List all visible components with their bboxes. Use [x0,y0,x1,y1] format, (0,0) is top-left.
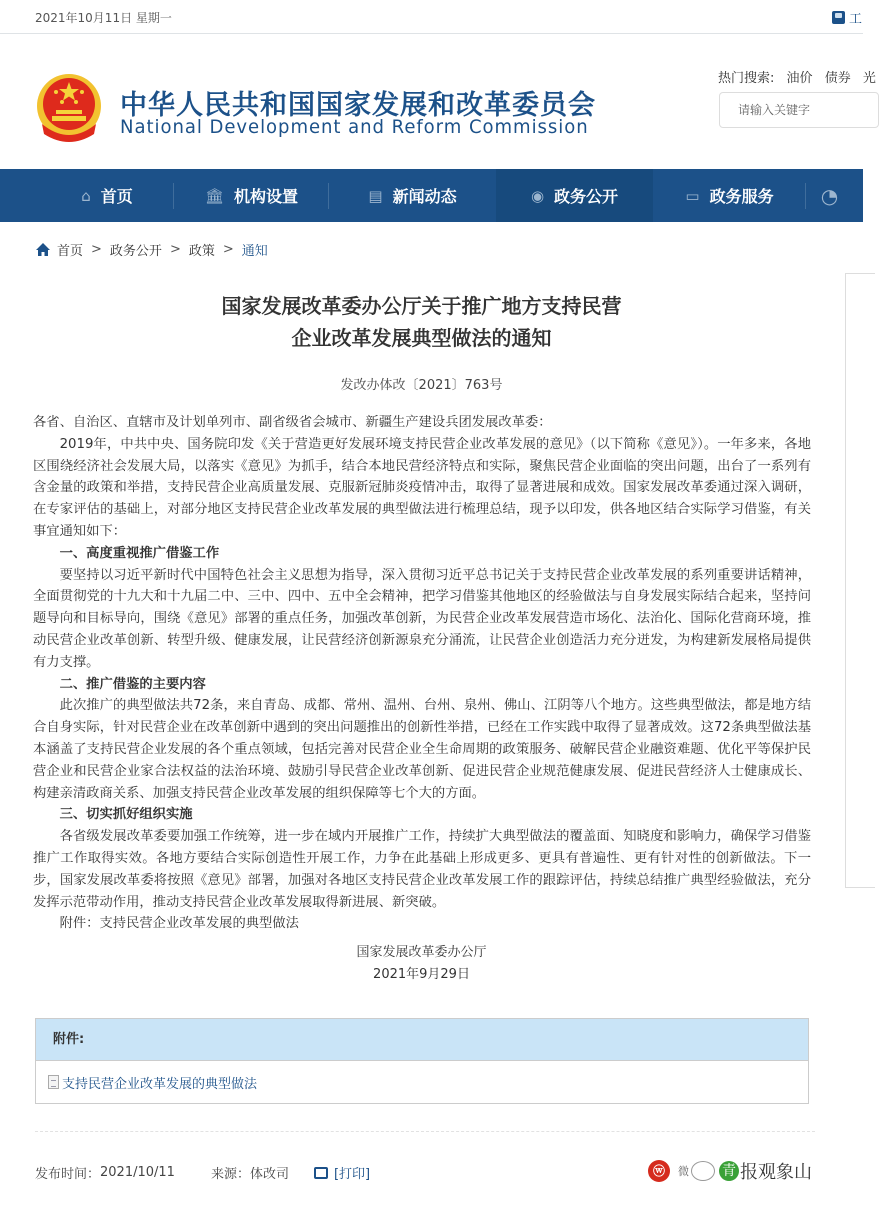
article-title-line1: 国家发展改革委办公厅关于推广地方支持民营 [221,294,622,318]
section-heading: 二、推广借鉴的主要内容 [59,676,206,692]
attachments-header: 附件: [36,1019,808,1061]
breadcrumb-separator: > [169,242,181,257]
document-icon: ▭ [685,186,700,205]
weibo-label: 微 [678,1165,689,1178]
breadcrumb-policy[interactable]: 政策 [188,244,215,259]
top-bar [0,0,863,34]
hot-search-term[interactable]: 光 [862,71,876,86]
document-number: 发改办体改〔2021〕763号 [340,378,503,393]
hot-search-label: 热门搜索: [718,71,775,86]
national-emblem-logo[interactable] [34,72,104,144]
publish-date: 2021/10/11 [100,1165,175,1180]
article-paragraph: 此次推广的典型做法共72条，来自青岛、成都、常州、温州、台州、泉州、佛山、江阴等八个地方。这些典型做法，都是地方结合自身实际，针对民营企业在改革创新中遇到的突出问题推出的创新性举措，已经在工作实践中取得了显著成效。这72条典型做法基本涵盖了支持民营企业发展的各个重点领域，包括完善对民营企业全生命周期的政策服务、破解民营企业融资难题、优化平等保护民营企业和民营企业家合法权益的法治环境、鼓励引导民营企业改革创新、促进民营企业规范健康发展、促进民营经济人士健康成长、构建亲清政商关系、加强支持民营企业改革发展的组织保障等七个大的方面。 [33,698,811,801]
top-tool-link[interactable] [832,8,862,27]
breadcrumb-separator: > [91,242,102,257]
wechat-icon[interactable] [691,1161,715,1181]
watermark-text: 报观象山 [740,1162,812,1183]
home-icon [35,242,51,257]
article-paragraph: 要坚持以习近平新时代中国特色社会主义思想为指导，深入贯彻习近平总书记关于支持民营企业改革发展的系列重要讲话精神，全面贯彻党的十九大和十九届二中、三中、四中、五中全会精神，把学习借鉴其他地区的经验做法与自身发展实际结合起来，坚持问题导向和目标导向，围绕《意见》部署的重点任务，加强改革创新，为民营企业改革发展营造市场化、法治化、国际化营商环境，推动民营企业改革创新、转型升级、健康发展，让民营经济创新源泉充分涌流，让民营企业创造活力充分迸发，为构建新发展格局提供有力支撑。 [33,567,811,670]
article-title-line2: 企业改革发展典型做法的通知 [291,326,552,350]
attachment-link[interactable] [36,1061,808,1103]
breadcrumb [35,240,268,259]
breadcrumb-separator: > [222,242,234,257]
share-bar [648,1158,812,1184]
pie-chart-icon: ◔ [820,183,839,208]
print-label: [打印] [333,1167,371,1182]
home-icon: ⌂ [81,186,91,205]
attachment-note: 附件：支持民营企业改革发展的典型做法 [59,916,299,932]
breadcrumb-notice[interactable]: 通知 [241,244,268,259]
signature-date: 2021年9月29日 [373,967,470,982]
emblem-small-star [60,100,64,104]
hot-search-term[interactable]: 债券 [824,71,851,86]
mail-icon [832,11,845,24]
emblem-small-star [54,90,58,94]
institution-icon: 🏛 [204,186,225,205]
nav-item-government-affairs[interactable] [496,169,653,222]
nav-item-news[interactable] [329,169,496,222]
news-icon: ▤ [368,186,383,205]
nav-item-services[interactable] [653,169,806,222]
attachments-box [35,1018,809,1104]
article-paragraph: 各省级发展改革委要加强工作统筹，进一步在域内开展推广工作，持续扩大典型做法的覆盖面、知晓度和影响力，确保学习借鉴推广工作取得实效。各地方要结合实际创造性开展工作，力争在此基础上形成更多、更具有普遍性、更有针对性的创新做法。下一步，国家发展改革委将按照《意见》部署，加强对各地区支持民营企业改革发展工作的跟踪评估，持续总结推广典型经验做法，充分发挥示范带动作用，推动支持民营企业改革发展取得新进展、新突破。 [33,829,811,910]
emblem-small-star [80,90,84,94]
nav-label: 首页 [100,187,133,206]
nav-item-home[interactable] [0,169,174,222]
publish-label: 发布时间： [35,1167,101,1182]
article-body [33,412,811,935]
attachment-link-label[interactable]: 支持民营企业改革发展的典型做法 [62,1076,258,1092]
nav-item-institution[interactable] [174,169,329,222]
nav-label: 机构设置 [234,187,299,206]
document-file-icon [48,1075,59,1089]
breadcrumb-government-affairs[interactable]: 政务公开 [109,244,162,259]
search-input[interactable]: 请输入关键字 [719,92,879,128]
current-date: 2021年10月11日 星期一 [35,11,172,25]
hot-search [718,67,884,86]
watermark-badge: 青 [719,1161,739,1181]
nav-item-data[interactable] [806,169,863,222]
emblem-gate-roof [56,110,82,114]
footer-divider [35,1131,815,1132]
hot-search-term[interactable]: 油价 [786,71,813,86]
nav-label: 政务公开 [554,187,619,206]
printer-icon [314,1167,328,1179]
site-title-cn[interactable]: 中华人民共和国国家发展和改革委员会 [120,90,596,121]
weibo-share-icon[interactable]: ⓦ [648,1160,670,1182]
side-panel-frame [845,273,875,888]
nav-label: 新闻动态 [392,187,457,206]
emblem-gate-base [52,116,86,121]
top-tool-label: 工 [849,12,863,27]
section-heading: 一、高度重视推广借鉴工作 [59,545,220,561]
main-nav [0,169,863,222]
article-paragraph: 2019年，中共中央、国务院印发《关于营造更好发展环境支持民营企业改革发展的意见》（以下简称《意见》）。一年多来，各地区围绕经济社会发展大局，以落实《意见》为抓手，结合本地民营经济特点和实际，聚焦民营企业面临的突出问题，出台了一系列有含金量的政策和举措，支持民营企业高质量发展、克服新冠肺炎疫情冲击，取得了显著进展和成效。国家发展改革委通过深入调研，在专家评估的基础上，对部分地区支持民营企业改革发展的典型做法进行梳理总结，现予以印发，供各地区结合实际学习借鉴，有关事宜通知如下： [33,436,811,539]
signature-org: 国家发展改革委办公厅 [356,945,487,960]
print-button[interactable] [314,1163,370,1182]
section-heading: 三、切实抓好组织实施 [59,807,193,823]
site-title-en[interactable]: National Development and Reform Commission [120,116,589,138]
broadcast-icon: ◉ [530,186,545,205]
breadcrumb-home[interactable]: 首页 [57,244,84,259]
nav-label: 政务服务 [709,187,774,206]
emblem-small-star [74,100,78,104]
article-salutation: 各省、自治区、直辖市及计划单列市、副省级省会城市、新疆生产建设兵团发展改革委： [33,415,552,430]
article-meta [35,1163,370,1182]
source-label: 来源： [210,1167,250,1182]
source-value: 体改司 [249,1167,289,1182]
